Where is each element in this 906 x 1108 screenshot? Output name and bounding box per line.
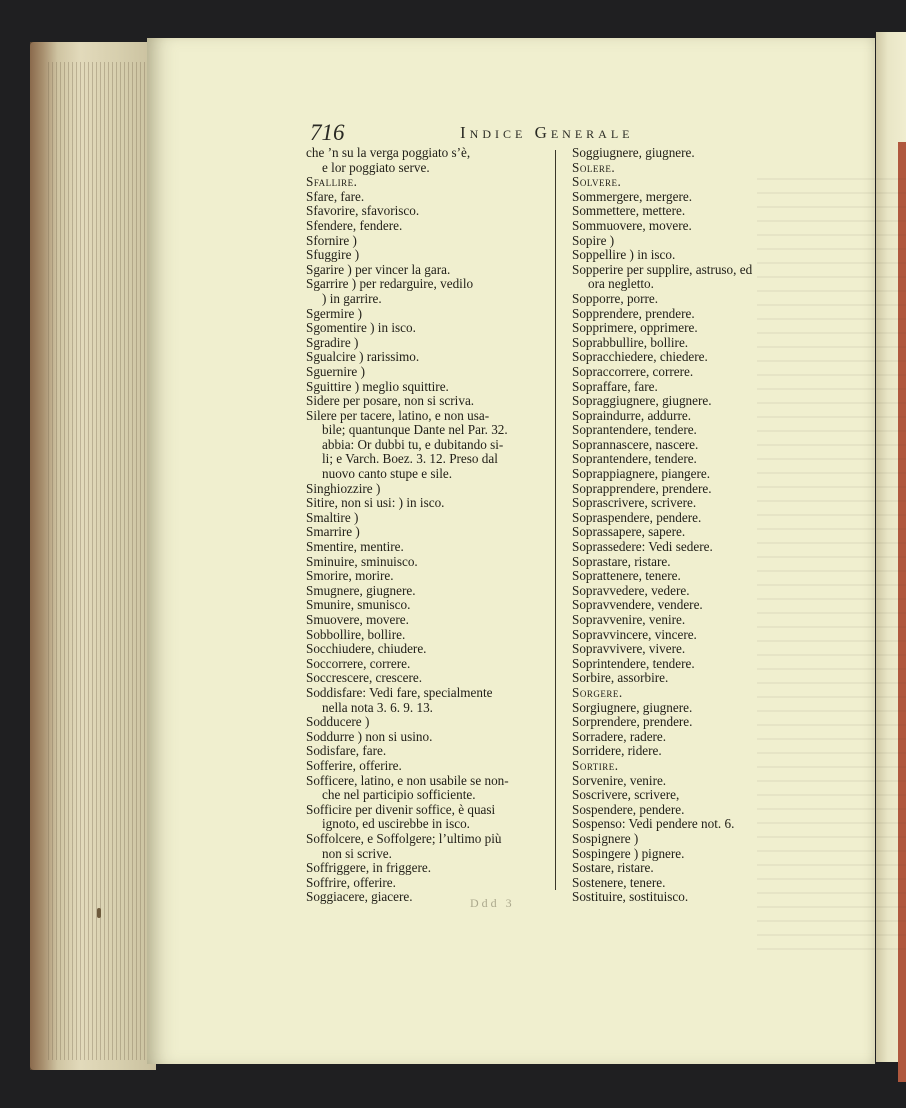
index-entry: bile; quantunque Dante nel Par. 32. <box>322 422 508 438</box>
index-entry: Sguittire ) meglio squittire. <box>306 378 449 394</box>
index-entry: Soprantendere, tendere. <box>572 451 697 467</box>
index-entry: Smugnere, giugnere. <box>306 582 416 598</box>
index-entry: Sorradere, radere. <box>572 728 667 744</box>
index-entry: Sgarrire ) per redarguire, vedilo <box>306 276 474 292</box>
index-entry: Sopravvendere, vendere. <box>572 597 703 613</box>
index-entry: Sopraccorrere, correre. <box>572 363 694 379</box>
index-entry: Sopperire per supplire, astruso, ed <box>572 261 753 277</box>
index-entry: Soprantendere, tendere. <box>572 422 697 438</box>
index-entry: Smorire, morire. <box>306 568 394 584</box>
index-entry: Sorvenire, venire. <box>572 772 667 788</box>
index-entry: Sorgiugnere, giugnere. <box>572 699 693 715</box>
index-entry: Sopracchiedere, chiedere. <box>572 349 708 365</box>
index-entry: Sommergere, mergere. <box>572 188 692 204</box>
index-entry: Sopraffare, fare. <box>572 378 658 394</box>
index-entry: Sfallire. <box>306 174 358 190</box>
index-entry: Soffrire, offerire. <box>306 874 396 890</box>
index-entry: ) in garrire. <box>322 290 382 306</box>
index-entry: Sopraspendere, pendere. <box>572 509 702 525</box>
index-entry: Soprabbullire, bollire. <box>572 334 689 350</box>
index-entry: Sgarire ) per vincer la gara. <box>306 261 451 277</box>
index-entry: Sfuggire ) <box>306 247 360 263</box>
index-entry: Sommettere, mettere. <box>572 203 686 219</box>
index-entry: Sodisfare, fare. <box>306 743 387 759</box>
index-entry: Sospendere, pendere. <box>572 801 685 817</box>
index-entry: Sfavorire, sfavorisco. <box>306 203 420 219</box>
index-entry: Solere. <box>572 159 616 175</box>
index-entry: Sitire, non si usi: ) in isco. <box>306 495 445 511</box>
index-entry: Sguernire ) <box>306 363 365 379</box>
index-entry: Soddisfare: Vedi fare, specialmente <box>306 684 493 700</box>
index-entry: Soprastare, ristare. <box>572 553 671 569</box>
index-entry: Sommuovere, movere. <box>572 217 692 233</box>
index-entry: Soprapprendere, prendere. <box>572 480 712 496</box>
index-entry: Smuovere, movere. <box>306 612 409 627</box>
index-entry: Soccrescere, crescere. <box>306 670 423 686</box>
index-entry: Smarrire ) <box>306 524 360 540</box>
left-index-column <box>306 146 542 905</box>
index-entry: Soppellire ) in isco. <box>572 247 676 263</box>
index-entry: Soggiugnere, giugnere. <box>572 145 695 160</box>
index-entry: Solvere. <box>572 174 622 190</box>
index-entry: Sminuire, sminuisco. <box>306 553 418 569</box>
index-entry: Soffolcere, e Soffolgere; l’ultimo più <box>306 830 502 846</box>
index-entry: Sopravvivere, vivere. <box>572 641 686 657</box>
index-entry: Sostenere, tenere. <box>572 874 666 890</box>
index-entry: Soprappiagnere, piangere. <box>572 466 711 482</box>
index-entry: Sfare, fare. <box>306 188 365 204</box>
index-entry: Sopire ) <box>572 232 615 248</box>
index-entry: Sortire. <box>572 757 619 773</box>
page-number: 716 <box>310 120 345 145</box>
index-entry: abbia: Or dubbi tu, e dubitando si- <box>322 436 504 452</box>
index-entry: Sodducere ) <box>306 714 370 730</box>
index-entry: Sorbire, assorbire. <box>572 670 669 686</box>
index-entry: Soprassapere, sapere. <box>572 524 686 540</box>
index-entry: Sgomentire ) in isco. <box>306 320 416 336</box>
index-entry: Sostituire, sostituisco. <box>572 889 689 905</box>
index-entry: Sobbollire, bollire. <box>306 626 406 642</box>
index-entry: Singhiozzire ) <box>306 480 381 496</box>
index-entry: Sorprendere, prendere. <box>572 714 693 730</box>
index-entry: Sofficire per divenir soffice, è quasi <box>306 801 496 817</box>
index-entry: Sgermire ) <box>306 305 363 321</box>
index-entry: Sopprendere, prendere. <box>572 305 695 321</box>
index-entry: nella nota 3. 6. 9. 13. <box>322 699 433 715</box>
index-entry: Sopprimere, opprimere. <box>572 320 698 336</box>
index-entry: Sfendere, fendere. <box>306 217 403 233</box>
index-entry: Sopraggiugnere, giugnere. <box>572 393 712 409</box>
index-entry: Sostare, ristare. <box>572 860 654 876</box>
index-entry: Sgradire ) <box>306 334 359 350</box>
index-entry: Soddurre ) non si usino. <box>306 728 433 744</box>
index-entry: Sidere per posare, non si scriva. <box>306 393 475 409</box>
right-index-column <box>572 146 810 905</box>
index-entry: Sopravvedere, vedere. <box>572 582 690 598</box>
bookmark-pin <box>97 908 101 918</box>
index-entry: Sopporre, porre. <box>572 290 659 306</box>
index-entry: nuovo canto stupe e sile. <box>322 466 453 482</box>
book-page-edges <box>30 42 156 1070</box>
index-entry: Soccorrere, correre. <box>306 655 411 671</box>
index-entry: Smaltire ) <box>306 509 359 525</box>
index-entry: Socchiudere, chiudere. <box>306 641 427 657</box>
index-entry: Soggiacere, giacere. <box>306 889 413 905</box>
index-entry: ora negletto. <box>588 276 654 292</box>
page-header <box>310 120 830 146</box>
index-entry: Soprannascere, nascere. <box>572 436 699 452</box>
index-entry: Smentire, mentire. <box>306 539 404 555</box>
index-entry: Sopravvenire, venire. <box>572 612 686 627</box>
index-entry: Sospignere ) <box>572 830 639 846</box>
index-entry: Sospingere ) pignere. <box>572 845 685 861</box>
index-entry: Sopravvincere, vincere. <box>572 626 697 642</box>
index-entry: Sfornire ) <box>306 232 357 248</box>
index-entry: Sorridere, ridere. <box>572 743 662 759</box>
index-entry: Sorgere. <box>572 684 623 700</box>
index-entry: Sofferire, offerire. <box>306 757 402 773</box>
index-entry: Sospenso: Vedi pendere not. 6. <box>572 816 735 832</box>
index-entry: Soprattenere, tenere. <box>572 568 681 584</box>
index-entry: Soprascrivere, scrivere. <box>572 495 697 511</box>
index-entry: Soffriggere, in friggere. <box>306 860 431 876</box>
index-entry: ignoto, ed uscirebbe in isco. <box>322 816 470 832</box>
index-entry: Sgualcire ) rarissimo. <box>306 349 420 365</box>
index-entry: non si scrive. <box>322 845 392 861</box>
column-rule <box>555 150 556 890</box>
index-entry: Soscrivere, scrivere, <box>572 787 680 803</box>
index-entry: li; e Varch. Boez. 3. 12. Preso dal <box>322 451 498 467</box>
index-entry: Silere per tacere, latino, e non usa- <box>306 407 490 423</box>
index-entry: che ’n su la verga poggiato s’è, <box>306 145 471 160</box>
running-head: Indice Generale <box>460 123 634 142</box>
index-entry: Soprintendere, tendere. <box>572 655 695 671</box>
index-entry: Soprassedere: Vedi sedere. <box>572 539 713 555</box>
signature-mark: Ddd 3 <box>470 896 515 910</box>
index-entry: Sopraindurre, addurre. <box>572 407 692 423</box>
index-entry: Sofficere, latino, e non usabile se non- <box>306 772 509 788</box>
index-entry: e lor poggiato serve. <box>322 159 430 175</box>
index-entry: Smunire, smunisco. <box>306 597 411 613</box>
index-entry: che nel participio sofficiente. <box>322 787 476 803</box>
